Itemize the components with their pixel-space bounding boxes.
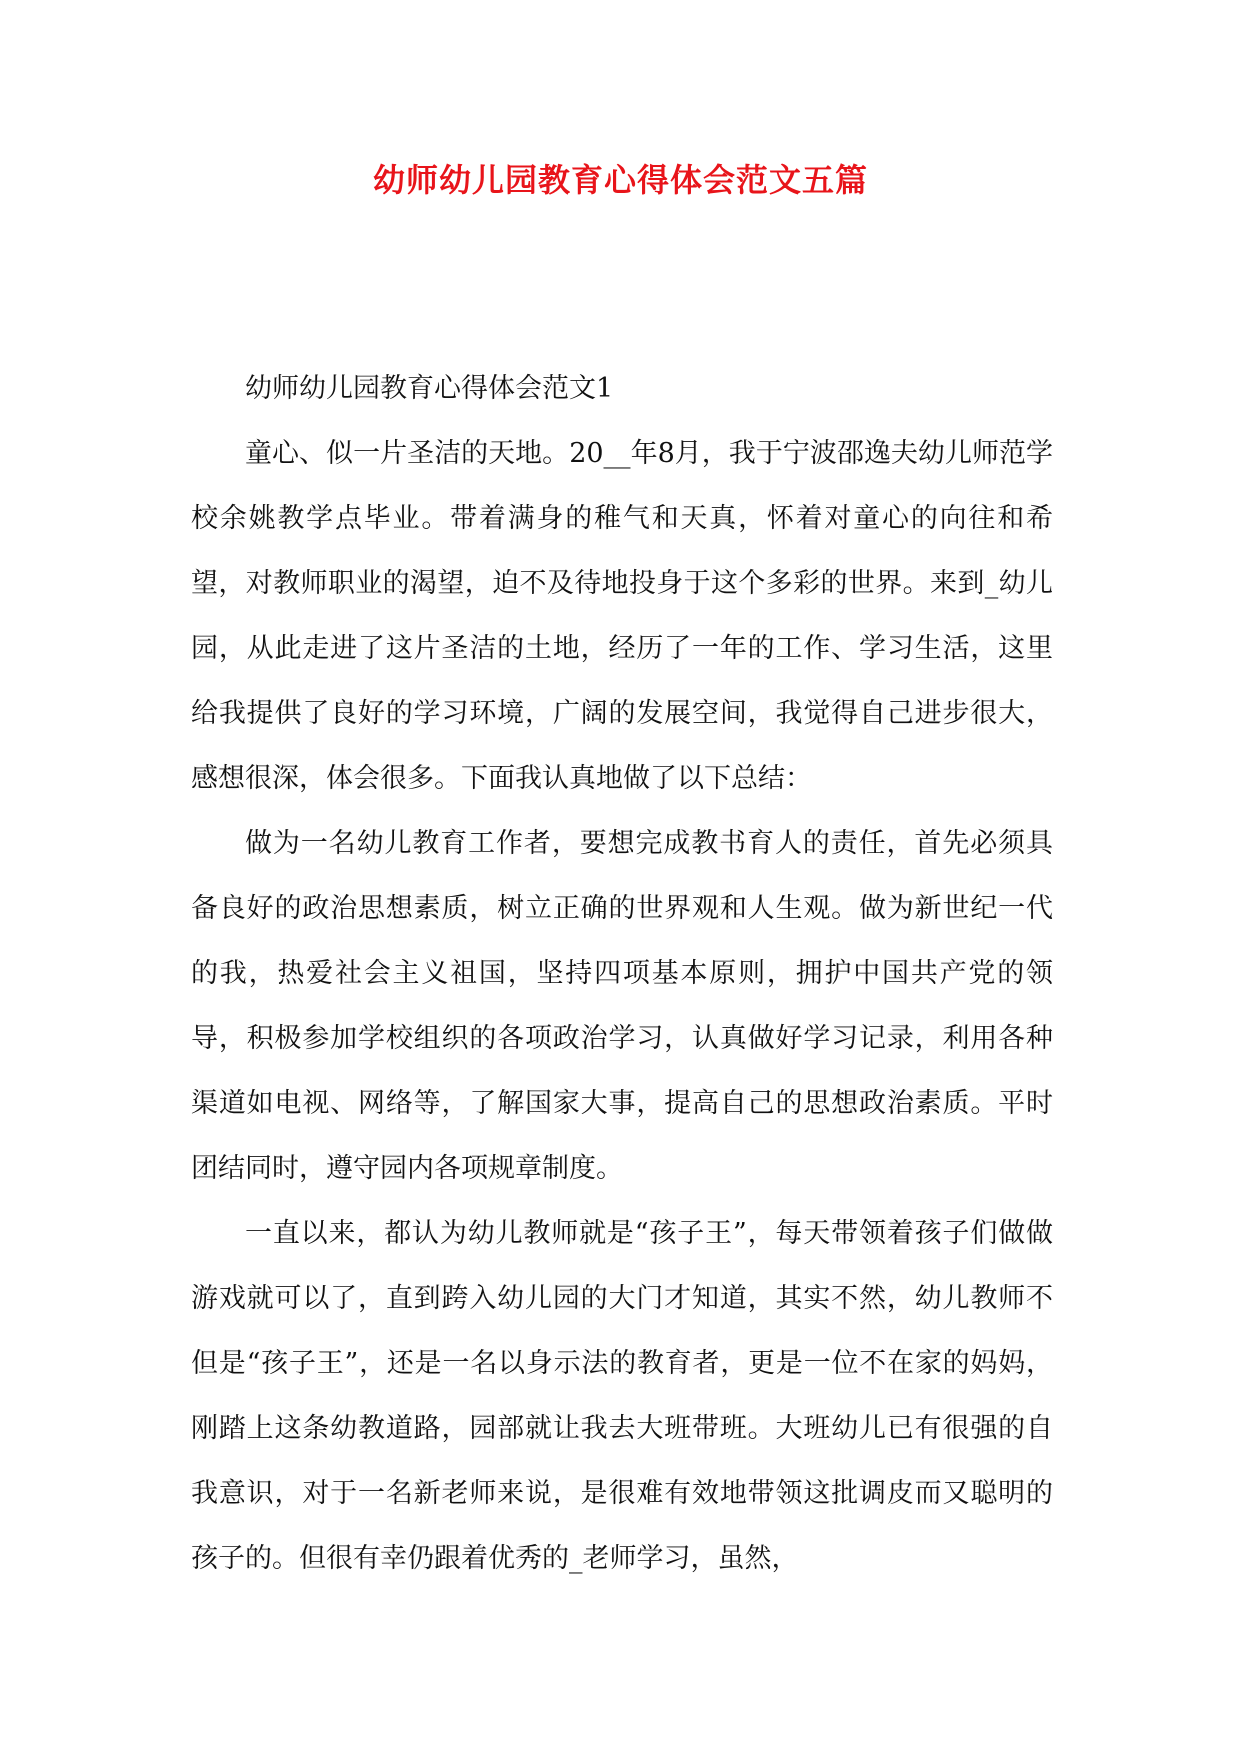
paragraph-2: 做为一名幼儿教育工作者，要想完成教书育人的责任，首先必须具备良好的政治思想素质，树立正确的世界观和人生观。做为新世纪一代的我，热爱社会主义祖国，坚持四项基本原则，拥护中国共产党的领导，积极参加学校组织的各项政治学习，认真做好学习记录，利用各种渠道如电视、网络等，了解国家大事，提高自己的思想政治素质。平时团结同时，遵守园内各项规章制度。 bbox=[191, 828, 1053, 1184]
paragraph-1: 童心、似一片圣洁的天地。20__年8月，我于宁波邵逸夫幼儿师范学校余姚教学点毕业。带着满身的稚气和天真，怀着对童心的向往和希望，对教师职业的渴望，迫不及待地投身于这个多彩的世界。来到_幼儿园，从此走进了这片圣洁的土地，经历了一年的工作、学习生活，这里给我提供了良好的学习环境，广阔的发展空间，我觉得自己进步很大，感想很深，体会很多。下面我认真地做了以下总结： bbox=[191, 438, 1053, 794]
document-body bbox=[191, 356, 1053, 1591]
section-heading: 幼师幼儿园教育心得体会范文1 bbox=[245, 373, 614, 404]
paragraph-3: 一直以来，都认为幼儿教师就是“孩子王”，每天带领着孩子们做做游戏就可以了，直到跨入幼儿园的大门才知道，其实不然，幼儿教师不但是“孩子王”，还是一名以身示法的教育者，更是一位不在家的妈妈，刚踏上这条幼教道路，园部就让我去大班带班。大班幼儿已有很强的自我意识，对于一名新老师来说，是很难有效地带领这批调皮而又聪明的孩子的。但很有幸仍跟着优秀的_老师学习，虽然， bbox=[191, 1218, 1053, 1574]
document-title: 幼师幼儿园教育心得体会范文五篇 bbox=[372, 161, 868, 199]
